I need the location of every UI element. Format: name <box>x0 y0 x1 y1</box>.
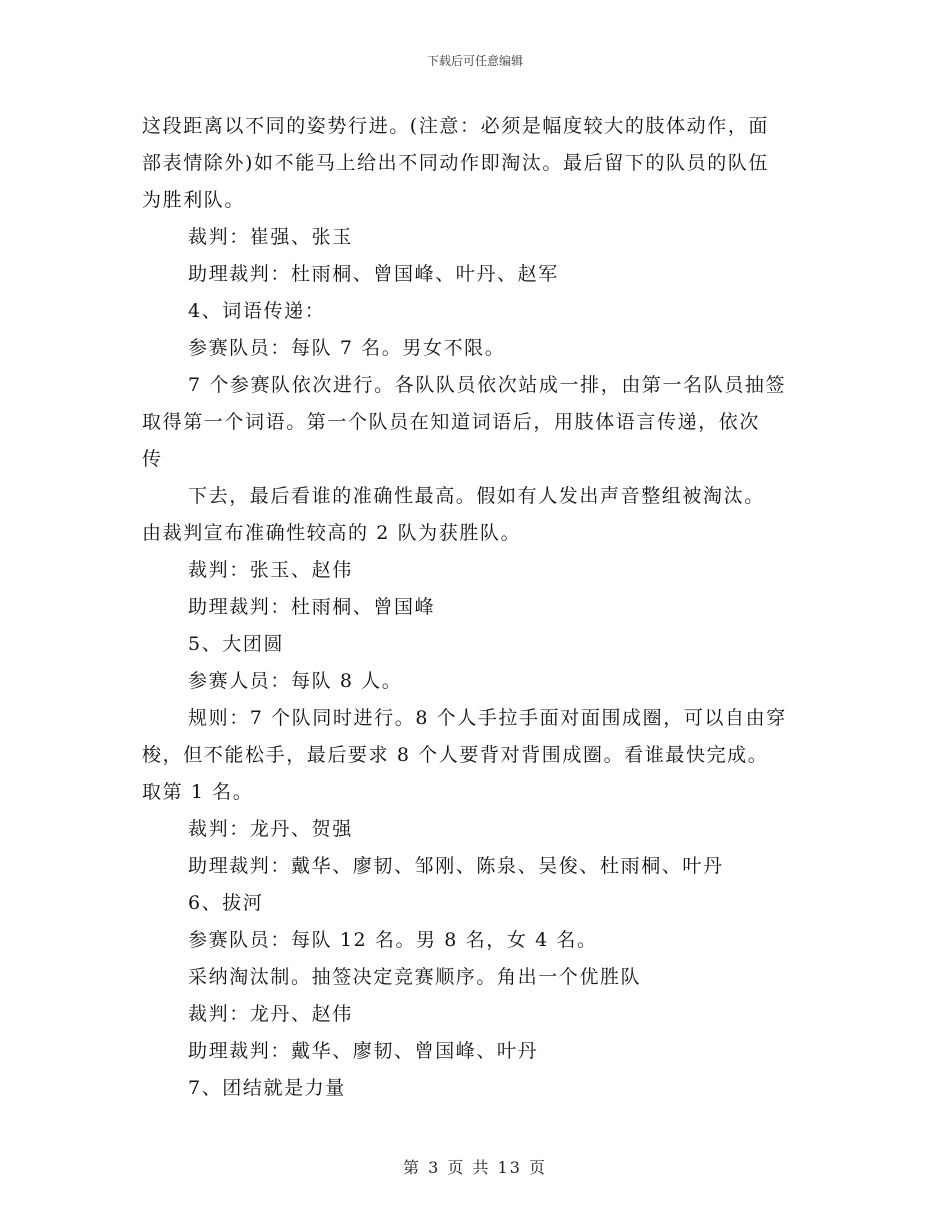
assistant-referee-line: 助理裁判：杜雨桐、曾国峰 <box>188 596 436 618</box>
text-line: 下去，最后看谁的准确性最高。假如有人发出声音整组被淘汰。 <box>188 485 765 507</box>
assistant-referee-line: 助理裁判：戴华、廖韧、邹刚、陈泉、吴俊、杜雨桐、叶丹 <box>188 855 724 877</box>
participants-line: 参赛队员：每队 7 名。男女不限。 <box>188 337 506 359</box>
text-line: 7 个参赛队依次进行。各队队员依次站成一排，由第一名队员抽签 <box>188 374 787 396</box>
text-line: 为胜利队。 <box>142 189 246 211</box>
text-line: 这段距离以不同的姿势行进。(注意：必须是幅度较大的肢体动作，面 <box>142 115 770 137</box>
text-line: 部表情除外)如不能马上给出不同动作即淘汰。最后留下的队员的队伍 <box>142 152 770 174</box>
document-body <box>142 108 814 1107</box>
text-line: 传 <box>142 448 163 470</box>
rules-line: 规则：7 个队同时进行。8 个人手拉手面对面围成圈，可以自由穿 <box>188 707 787 729</box>
section-heading: 7、团结就是力量 <box>188 1077 346 1099</box>
referee-line: 裁判：龙丹、贺强 <box>188 818 353 840</box>
section-heading: 5、大团圆 <box>188 633 285 655</box>
referee-line: 裁判：崔强、张玉 <box>188 226 353 248</box>
text-line: 由裁判宣布准确性较高的 2 队为获胜队。 <box>142 522 522 544</box>
text-line: 梭，但不能松手，最后要求 8 个人要背对背围成圈。看谁最快完成。 <box>142 744 769 766</box>
participants-line: 参赛人员：每队 8 人。 <box>188 670 403 692</box>
section-heading: 6、拔河 <box>188 892 264 914</box>
participants-line: 参赛队员：每队 12 名。男 8 名，女 4 名。 <box>188 929 598 951</box>
referee-line: 裁判：张玉、赵伟 <box>188 559 353 581</box>
referee-line: 裁判：龙丹、赵伟 <box>188 1003 353 1025</box>
page-header: 下载后可任意编辑 <box>426 54 523 68</box>
text-line: 取得第一个词语。第一个队员在知道词语后，用肢体语言传递，依次 <box>142 411 761 433</box>
page-number: 第 3 页 共 13 页 <box>403 1158 547 1177</box>
text-line: 取第 1 名。 <box>142 781 254 803</box>
assistant-referee-line: 助理裁判：戴华、廖韧、曾国峰、叶丹 <box>188 1040 539 1062</box>
section-heading: 4、词语传递： <box>188 300 326 322</box>
text-line: 采纳淘汰制。抽签决定竞赛顺序。角出一个优胜队 <box>188 966 642 988</box>
assistant-referee-line: 助理裁判：杜雨桐、曾国峰、叶丹、赵军 <box>188 263 559 285</box>
